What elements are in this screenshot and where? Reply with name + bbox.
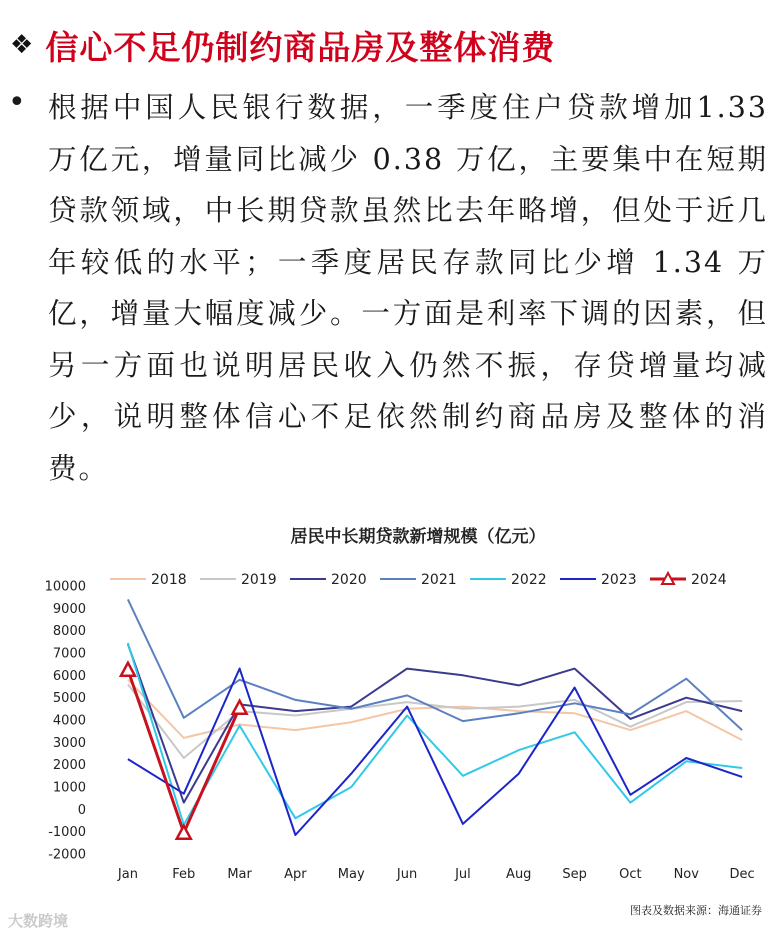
legend-label-2018: 2018 <box>151 572 187 588</box>
series-line-2018 <box>128 680 742 740</box>
x-tick-label: Jun <box>396 867 418 882</box>
legend-label-2019: 2019 <box>241 572 277 588</box>
chart-title: 居民中长期贷款新增规模（亿元） <box>290 527 546 547</box>
y-tick-label: 3000 <box>52 735 86 751</box>
series-point-2024 <box>177 826 191 839</box>
y-tick-label: 10000 <box>44 579 86 595</box>
x-tick-label: Nov <box>673 867 699 882</box>
series-line-2022 <box>128 643 742 825</box>
y-tick-label: 8000 <box>52 624 86 640</box>
x-tick-label: Jul <box>455 867 471 882</box>
chart-series-group <box>121 599 742 838</box>
x-tick-label: Dec <box>729 867 755 882</box>
y-tick-label: -1000 <box>48 825 86 841</box>
x-tick-label: Oct <box>619 867 642 882</box>
x-tick-label: Sep <box>562 867 587 882</box>
series-point-2024 <box>233 701 247 714</box>
legend-label-2021: 2021 <box>421 572 457 588</box>
chart-legend <box>110 572 727 588</box>
y-axis <box>45 580 86 863</box>
x-axis <box>117 867 755 882</box>
series-point-2024 <box>121 663 135 676</box>
body-text: 根据中国人民银行数据，一季度住户贷款增加1.33 万亿元，增量同比减少 0.38 万亿，主要集中在短期贷款领域，中长期贷款虽然比去年略增，但处于近几年较低的水平；一季度居民存款同比少增 1.34 万亿，增量大幅度减少。一方面是利率下调的因素，但另一方面也说明居民收入仍然不振，存贷增量均减少，说明整体信心不足依然制约商品房及整体的消费。 <box>48 91 768 485</box>
legend-label-2024: 2024 <box>691 572 727 588</box>
x-tick-label: Aug <box>506 867 532 882</box>
y-tick-label: 9000 <box>52 601 86 617</box>
x-tick-label: May <box>337 867 365 882</box>
legend-label-2020: 2020 <box>331 572 367 588</box>
x-tick-label: Mar <box>227 867 252 882</box>
y-tick-label: 5000 <box>52 691 86 707</box>
watermark-logo: 大数跨境 <box>8 912 69 930</box>
section-heading <box>10 20 555 70</box>
y-tick-label: 2000 <box>52 758 86 774</box>
y-tick-label: 6000 <box>52 668 86 684</box>
y-tick-label: 1000 <box>52 780 86 796</box>
bullet-dot-icon: • <box>8 85 26 120</box>
y-tick-label: 4000 <box>52 713 86 729</box>
x-tick-label: Jan <box>117 867 138 882</box>
bullet-paragraph <box>8 82 768 494</box>
x-tick-label: Feb <box>172 867 196 882</box>
x-tick-label: Apr <box>284 867 307 882</box>
section-title: 信心不足仍制约商品房及整体消费 <box>45 27 556 67</box>
y-tick-label: 0 <box>77 802 86 818</box>
y-tick-label: 7000 <box>52 646 86 662</box>
legend-label-2022: 2022 <box>511 572 547 588</box>
y-tick-label: -2000 <box>48 847 86 863</box>
loan-line-chart <box>0 510 775 939</box>
diamond-bullet-icon: ❖ <box>10 30 34 60</box>
source-note: 图表及数据来源：海通证券 <box>630 904 762 917</box>
legend-label-2023: 2023 <box>601 572 637 588</box>
